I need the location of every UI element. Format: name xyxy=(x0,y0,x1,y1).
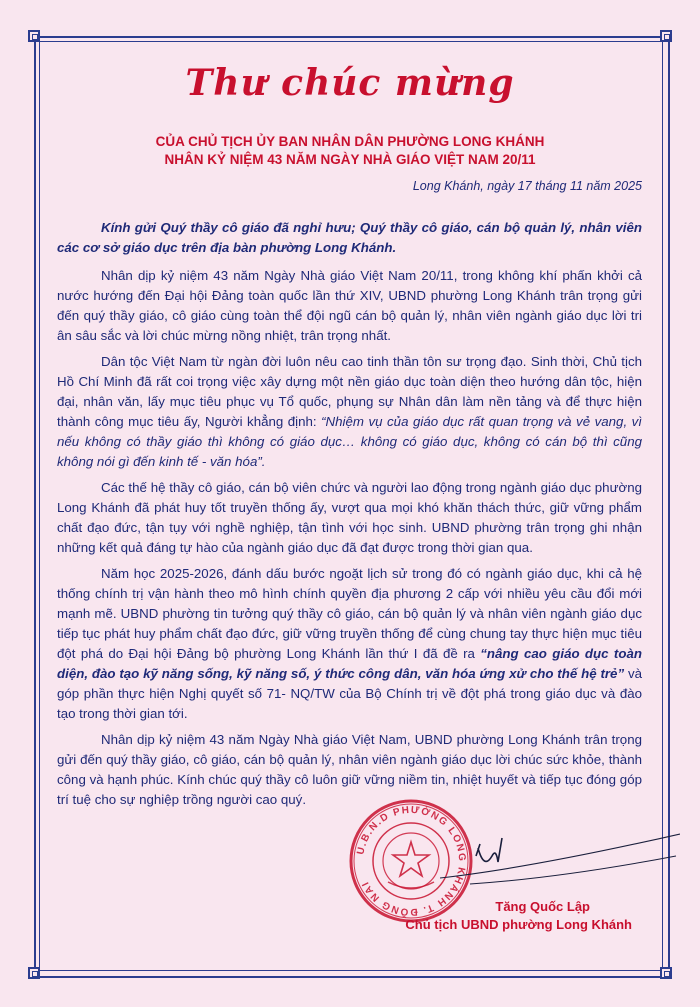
paragraph-4-quote: “nâng cao giáo dục toàn diện, đào tạo kỹ năng sống, kỹ năng số, ý thức công dân, văn hóa ứng xử cho thế hệ trẻ” xyxy=(57,646,642,681)
corner-ornament-top-right xyxy=(660,30,672,42)
signer-title: Chủ tịch UBND phường Long Khánh xyxy=(405,917,632,932)
handwritten-signature xyxy=(440,826,680,896)
greeting: Kính gửi Quý thầy cô giáo đã nghỉ hưu; Quý thầy cô giáo, cán bộ quản lý, nhân viên các cơ sở giáo dục trên địa bàn phường Long Khánh. xyxy=(57,220,642,255)
paragraph-4 xyxy=(57,564,642,724)
corner-ornament-bottom-left xyxy=(28,967,40,979)
corner-ornament-top-left xyxy=(28,30,40,42)
letter-body xyxy=(57,218,642,816)
signer-name: Tăng Quốc Lập xyxy=(495,899,590,914)
paragraph-3: Các thế hệ thầy cô giáo, cán bộ viên chức và người lao động trong ngành giáo dục phường Long Khánh đã phát huy tốt truyền thống ấy, vượt qua mọi khó khăn thách thức, giữ vững phẩm chất đạo đức, tận tụy với nghề nghiệp, tận tình với học sinh. UBND phường trân trọng ghi nhận những kết quả đáng tự hào của ngành giáo dục đã đạt được trong thời gian qua. xyxy=(57,480,642,555)
paragraph-2-quote: “Nhiệm vụ của giáo dục rất quan trọng và vẻ vang, vì nếu không có thầy giáo thì không có giáo dục… không có giáo dục, không có cán bộ thì cũng không nói gì đến kinh tế - văn hóa”. xyxy=(57,414,642,469)
script-title: Thư chúc mừng xyxy=(185,62,515,104)
paragraph-5: Nhân dịp kỷ niệm 43 năm Ngày Nhà giáo Việt Nam, UBND phường Long Khánh trân trọng gửi đến quý thầy giáo, cô giáo, cán bộ quản lý, nhân viên ngành giáo dục lời chúc sức khỏe, thành công và hạnh phúc. Kính chúc quý thầy cô luôn giữ vững niềm tin, nhiệt huyết và tiếp tục đóng góp trí tuệ cho sự nghiệp trồng người cao quý. xyxy=(57,732,642,807)
paragraph-1: Nhân dịp kỷ niệm 43 năm Ngày Nhà giáo Việt Nam 20/11, trong không khí phấn khởi cả nước hướng đến Đại hội Đảng toàn quốc lần thứ XIV, UBND phường Long Khánh trân trọng gửi đến quý thầy giáo, cô giáo cùng toàn thể đội ngũ cán bộ quản lý, nhân viên ngành giáo dục lời tri ân sâu sắc và lời chúc mừng nồng nhiệt, trân trọng nhất. xyxy=(57,268,642,343)
heading-line-2: NHÂN KỶ NIỆM 43 NĂM NGÀY NHÀ GIÁO VIỆT NAM 20/11 xyxy=(164,152,536,167)
heading-line-1: CỦA CHỦ TỊCH ỦY BAN NHÂN DÂN PHƯỜNG LONG KHÁNH xyxy=(155,134,545,149)
corner-ornament-bottom-right xyxy=(660,967,672,979)
paragraph-2 xyxy=(57,352,642,472)
paragraph-2-text: Dân tộc Việt Nam từ ngàn đời luôn nêu cao tinh thần tôn sư trọng đạo. Sinh thời, Chủ tịch Hồ Chí Minh đã rất coi trọng việc xây dựng một nền giáo dục toàn diện theo hướng dân tộc, hiện đại, nhân văn, lấy mục tiêu phục vụ Tổ quốc, phụng sự Nhân dân làm nền tảng và để thực hiện thành công mục tiêu ấy, Người khẳng định: xyxy=(57,354,642,429)
paragraph-4-text: Năm học 2025-2026, đánh dấu bước ngoặt lịch sử trong đó có ngành giáo dục, khi cả hệ thống chính trị vận hành theo mô hình chính quyền địa phương 2 cấp với nhiều yêu cầu đổi mới mạnh mẽ. UBND phường tin tưởng quý thầy cô giáo, cán bộ quản lý và nhân viên ngành giáo dục tiếp tục phát huy phẩm chất đạo đức, giữ vững truyền thống để cùng chung tay thực hiện mục tiêu đột phá do Đại hội Đảng bộ phường Long Khánh lần thứ I đã đề ra xyxy=(57,566,642,661)
dateline: Long Khánh, ngày 17 tháng 11 năm 2025 xyxy=(412,179,642,193)
paragraph-4-tail: và góp phần thực hiện Nghị quyết số 71- NQ/TW của Bộ Chính trị về đột phá trong giáo dục và đào tạo trong thời gian tới. xyxy=(57,666,642,721)
svg-text:U.B.N.D PHƯỜNG LONG KHÁNH T. Đ: U.B.N.D PHƯỜNG LONG KHÁNH T. ĐỒNG NAI xyxy=(355,804,468,918)
